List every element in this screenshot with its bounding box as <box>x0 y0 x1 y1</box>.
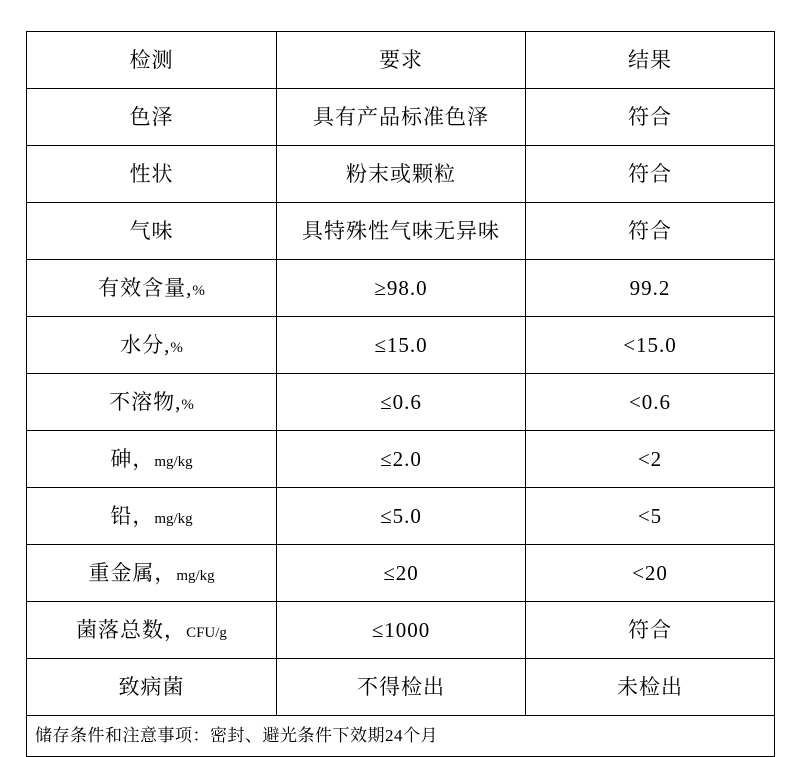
cell-requirement <box>277 317 526 374</box>
cell-item <box>27 545 277 602</box>
item-label: 气味 <box>129 218 174 243</box>
cell-result <box>526 203 775 260</box>
item-label: 铅， <box>110 503 155 528</box>
result-value: 符合 <box>628 617 672 642</box>
requirement-value: ≤0.6 <box>380 389 422 414</box>
item-label: 色泽 <box>129 104 174 129</box>
item-label: 致病菌 <box>118 674 185 699</box>
cell-item <box>27 146 277 203</box>
table-row <box>27 203 775 260</box>
cell-item <box>27 659 277 716</box>
header-cell-result <box>526 32 775 89</box>
cell-requirement <box>277 146 526 203</box>
requirement-value: 具特殊性气味无异味 <box>302 218 500 243</box>
cell-requirement <box>277 659 526 716</box>
requirement-value: ≤1000 <box>371 617 431 642</box>
cell-item <box>27 374 277 431</box>
table-row <box>27 89 775 146</box>
item-unit: CFU/g <box>186 624 227 641</box>
result-value: <2 <box>637 446 663 471</box>
cell-result <box>526 488 775 545</box>
table-row <box>27 431 775 488</box>
requirement-value: 粉末或颗粒 <box>346 161 456 186</box>
specification-table <box>26 31 775 757</box>
cell-result <box>526 659 775 716</box>
item-label: 水分, <box>120 332 171 357</box>
cell-requirement <box>277 488 526 545</box>
cell-item <box>27 431 277 488</box>
requirement-value: ≤2.0 <box>380 446 422 471</box>
cell-storage-note <box>27 716 775 757</box>
table-row <box>27 374 775 431</box>
item-label: 菌落总数， <box>76 617 187 642</box>
header-cell-item <box>27 32 277 89</box>
table-row <box>27 146 775 203</box>
cell-result <box>526 545 775 602</box>
item-label: 不溶物, <box>109 389 182 414</box>
cell-item <box>27 203 277 260</box>
cell-result <box>526 317 775 374</box>
item-unit: % <box>170 339 183 356</box>
cell-requirement <box>277 260 526 317</box>
cell-result <box>526 146 775 203</box>
item-unit: mg/kg <box>154 510 193 527</box>
table-footer-row <box>27 716 775 757</box>
table-row <box>27 659 775 716</box>
item-label: 有效含量, <box>98 275 193 300</box>
result-value: 未检出 <box>617 674 683 699</box>
result-value: <15.0 <box>623 332 677 357</box>
requirement-value: ≤20 <box>383 560 419 585</box>
storage-note-text: 储存条件和注意事项：密封、避光条件下效期24个月 <box>35 726 438 746</box>
requirement-value: ≥98.0 <box>374 275 428 300</box>
result-value: 99.2 <box>629 275 671 300</box>
header-cell-requirement <box>277 32 526 89</box>
cell-result <box>526 260 775 317</box>
cell-item <box>27 89 277 146</box>
cell-requirement <box>277 431 526 488</box>
item-unit: mg/kg <box>176 567 215 584</box>
cell-result <box>526 374 775 431</box>
item-label: 性状 <box>129 161 174 186</box>
header-label-item: 检测 <box>129 47 174 72</box>
result-value: 符合 <box>628 104 672 129</box>
cell-item <box>27 602 277 659</box>
cell-item <box>27 317 277 374</box>
result-value: <0.6 <box>628 389 672 414</box>
item-unit: % <box>192 282 205 299</box>
result-value: <20 <box>632 560 668 585</box>
result-value: 符合 <box>628 218 672 243</box>
cell-result <box>526 89 775 146</box>
table-row <box>27 317 775 374</box>
cell-requirement <box>277 374 526 431</box>
table-row <box>27 545 775 602</box>
cell-item <box>27 260 277 317</box>
cell-result <box>526 431 775 488</box>
requirement-value: 具有产品标准色泽 <box>313 104 489 129</box>
header-label-result: 结果 <box>628 47 672 72</box>
table-row <box>27 602 775 659</box>
cell-item <box>27 488 277 545</box>
item-label: 重金属， <box>88 560 177 585</box>
header-label-requirement: 要求 <box>379 47 423 72</box>
table-header-row <box>27 32 775 89</box>
cell-result <box>526 602 775 659</box>
cell-requirement <box>277 89 526 146</box>
requirement-value: ≤5.0 <box>380 503 422 528</box>
table-row <box>27 488 775 545</box>
item-label: 砷， <box>110 446 155 471</box>
table-row <box>27 260 775 317</box>
cell-requirement <box>277 545 526 602</box>
result-value: <5 <box>637 503 663 528</box>
requirement-value: 不得检出 <box>357 674 445 699</box>
requirement-value: ≤15.0 <box>374 332 428 357</box>
cell-requirement <box>277 602 526 659</box>
item-unit: mg/kg <box>154 453 193 470</box>
item-unit: % <box>181 396 194 413</box>
cell-requirement <box>277 203 526 260</box>
result-value: 符合 <box>628 161 672 186</box>
